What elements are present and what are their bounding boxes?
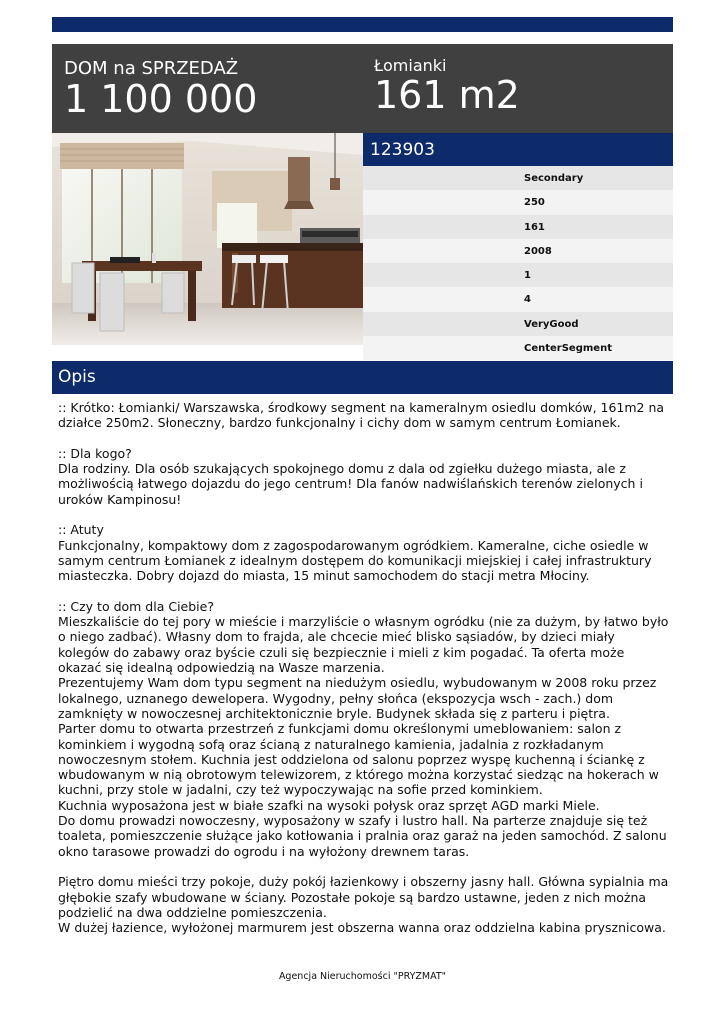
listing-header <box>52 44 673 133</box>
attribute-value: 4 <box>363 287 673 311</box>
attribute-value: 1 <box>363 263 673 287</box>
city: Łomianki <box>374 56 447 75</box>
top-accent-bar <box>52 17 673 32</box>
kitchen-photo <box>52 133 363 345</box>
attribute-value: Secondary <box>363 166 673 190</box>
attribute-value: 250 <box>363 190 673 214</box>
description-heading: Opis <box>52 361 673 394</box>
listing-id: 123903 <box>363 133 673 166</box>
price: 1 100 000 <box>64 77 258 121</box>
description-text: :: Krótko: Łomianki/ Warszawska, środkowy segment na kameralnym osiedlu domków, 161m2 na działce 250m2. Słoneczny, bardzo funkcjonalny i cichy dom w samym centrum Łomianek. :: Dla kogo? Dla rodziny. Dla osób szukających spokojnego domu z dala od zgiełku dużego miasta, ale z możliwością łatwego dojazdu do jego centrum! Dla fanów nadwiślańskich terenów zielonych i uroków Kampinosu! :: Atuty Funkcjonalny, kompaktowy dom z zagospodarowanym ogródkiem. Kameralne, ciche osiedle w samym centrum Łomianek z idealnym dostępem do komunikacji miejskiej i całej infrastruktury miasteczka. Dobry dojazd do miasta, 15 minut samochodem do stacji metra Młociny. :: Czy to dom dla Ciebie? Mieszkaliście do tej pory w mieście i marzyliście o własnym ogródku (nie za dużym, by łatwo było o niego zadbać). Własny dom to frajda, ale chcecie mieć blisko sąsiadów, by dzieci miały kolegów do zabawy oraz byście czuli się bezpiecznie i mieli z kim pogadać. Ta oferta może okazać się idealną odpowiedzią na Wasze marzenia. Prezentujemy Wam dom typu segment na niedużym osiedlu, wybudowanym w 2008 roku przez lokalnego, uznanego dewelopera. Wygodny, pełny słońca (ekspozycja wsch - zach.) dom zamknięty w nowoczesnej architektonicznie bryle. Budynek składa się z parteru i piętra. Parter domu to otwarta przestrzeń z funkcjami domu określonymi umeblowaniem: salon z kominkiem i wygodną sofą oraz ścianą z naturalnego kamienia, jadalnia z rozkładanym nowoczesnym stołem. Kuchnia jest oddzielona od salonu poprzez wyspę kuchenną i ściankę z wbudowanym w nią obrotowym telewizorem, z którego można korzystać siedząc na hokerach w kuchni, przy stole w jadalni, czy też wypoczywając na sofie przed kominkiem. Kuchnia wyposażona jest w białe szafki na wysoki połysk oraz sprzęt AGD marki Miele. Do domu prowadzi nowoczesny, wyposażony w szafy i lustro hall. Na parterze znajduje się też toaleta, pomieszczenie służące jako kotłowania i pralnia oraz garaż na jeden samochód. Z salonu okno tarasowe prowadzi do ogrodu i na wyłożony drewnem taras. Piętro domu mieści trzy pokoje, duży pokój łazienkowy i obszerny jasny hall. Główna sypialnia ma głębokie szafy wbudowane w ściany. Pozostałe pokoje są bardzo ustawne, jeden z nich można podzielić na dwa oddzielne pomieszczenia. W dużej łazience, wyłożonej marmurem jest obszerna wanna oraz oddzielna kabina prysznicowa. <box>58 400 669 936</box>
property-type: DOM na SPRZEDAŻ <box>64 58 239 79</box>
attribute-value: 2008 <box>363 239 673 263</box>
attribute-value: CenterSegment <box>363 336 673 360</box>
attribute-value: VeryGood <box>363 312 673 336</box>
area: 161 m2 <box>374 73 520 117</box>
attribute-value: 161 <box>363 215 673 239</box>
agency-footer: Agencja Nieruchomości "PRYZMAT" <box>278 971 447 982</box>
attributes-table <box>363 166 673 360</box>
